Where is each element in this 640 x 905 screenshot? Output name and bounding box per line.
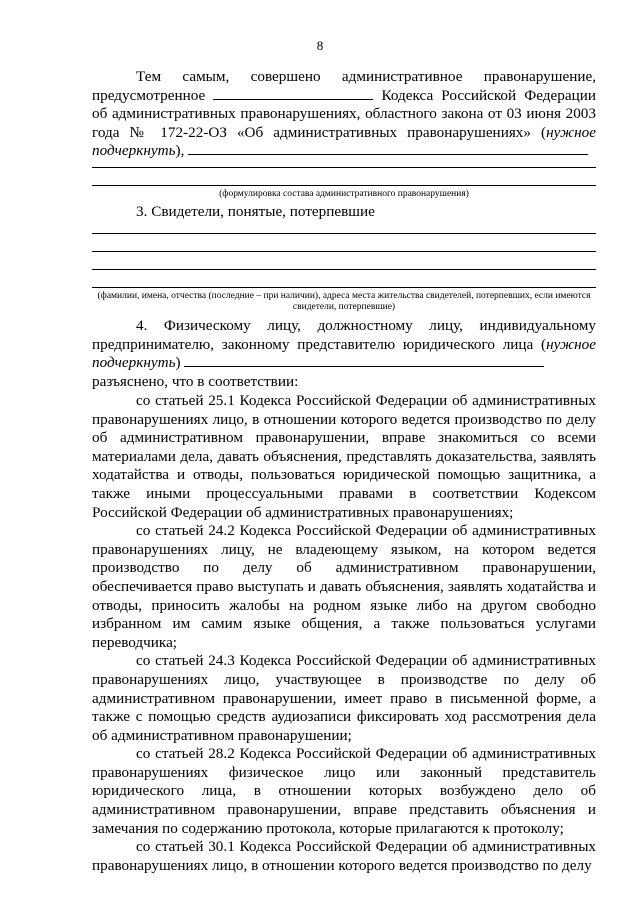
code-article-blank[interactable] bbox=[213, 99, 373, 100]
article-28-2: со статьей 28.2 Кодекса Российской Федерации об административных правонарушениях физическое лицо или законный представитель юридического лица, в отношении которых возбуждено дело об административном правонарушении, вправе представить объяснения и замечания по содержанию протокола, которые прилагаются к протоколу; bbox=[92, 745, 596, 837]
explained-line: разъяснено, что в соответствии: bbox=[92, 373, 299, 390]
articles-list bbox=[92, 392, 596, 875]
page-number: 8 bbox=[316, 38, 324, 53]
article-24-2: со статьей 24.2 Кодекса Российской Федерации об административных правонарушениях лицу, не владеющему языком, на котором ведется производство по делу об административном правонарушении, обеспечивается право выступать и давать объяснения, заявлять ходатайства и отводы, приносить жалобы на родном языке либо на другом свободно избранном им самим языке общения, а также пользоваться услугами переводчика; bbox=[92, 522, 596, 651]
violation-note: нужное подчеркнуть bbox=[92, 123, 596, 160]
witnesses-line-3[interactable] bbox=[92, 269, 596, 270]
violation-text-c: ), bbox=[175, 142, 185, 160]
witnesses-caption: (фамилии, имена, отчества (последние – при наличии), адреса места жительства свидетелей, потерпевших, если имеются свидетели, потерпевшие) bbox=[97, 291, 591, 312]
violation-fill-blank[interactable] bbox=[188, 154, 588, 155]
witnesses-line-4[interactable] bbox=[92, 287, 596, 288]
article-24-3: со статьей 24.3 Кодекса Российской Федерации об административных правонарушениях лицо, участвующее в производстве по делу об административном правонарушении, имеет право в письменной форме, а также с помощью средств аудиозаписи фиксировать ход рассмотрения дела об административном правонарушении; bbox=[92, 652, 596, 744]
person-paragraph bbox=[92, 317, 596, 373]
person-text-a: 4. Физическому лицу, должностному лицу, индивидуальному предпринимателю, законному представителю юридического лица ( bbox=[92, 317, 596, 353]
violation-paragraph bbox=[92, 68, 596, 161]
witnesses-line-1[interactable] bbox=[92, 233, 596, 234]
violation-text-a: Тем самым, совершено административное правонарушение, предусмотренное bbox=[92, 68, 596, 104]
violation-caption: (формулировка состава административного правонарушения) bbox=[219, 189, 469, 199]
article-30-1: со статьей 30.1 Кодекса Российской Федерации об административных правонарушениях лицо, в отношении которого ведется производство по делу bbox=[92, 838, 596, 874]
person-text-b: ) bbox=[175, 354, 181, 372]
violation-text-b: Кодекса Российской Федерации об административных правонарушениях, областного закона от 03 июня 2003 года № 172-22-ОЗ «Об административных правонарушениях» ( bbox=[92, 86, 596, 141]
witnesses-line-2[interactable] bbox=[92, 251, 596, 252]
witnesses-heading: 3. Свидетели, понятые, потерпевшие bbox=[136, 203, 375, 220]
article-25-1: со статьей 25.1 Кодекса Российской Федерации об административных правонарушениях лицо, в отношении которого ведется производство по делу об административном правонарушении, вправе знакомиться со всеми материалами дела, давать объяснения, представлять доказательства, заявлять ходатайства и отводы, пользоваться юридической помощью защитника, а также иными процессуальными правами в соответствии Кодексом Российской Федерации об административных правонарушениях; bbox=[92, 392, 596, 521]
person-fill-blank[interactable] bbox=[184, 366, 544, 367]
violation-line-1[interactable] bbox=[92, 167, 596, 168]
person-note: нужное подчеркнуть bbox=[92, 335, 596, 372]
violation-line-2[interactable] bbox=[92, 185, 596, 186]
